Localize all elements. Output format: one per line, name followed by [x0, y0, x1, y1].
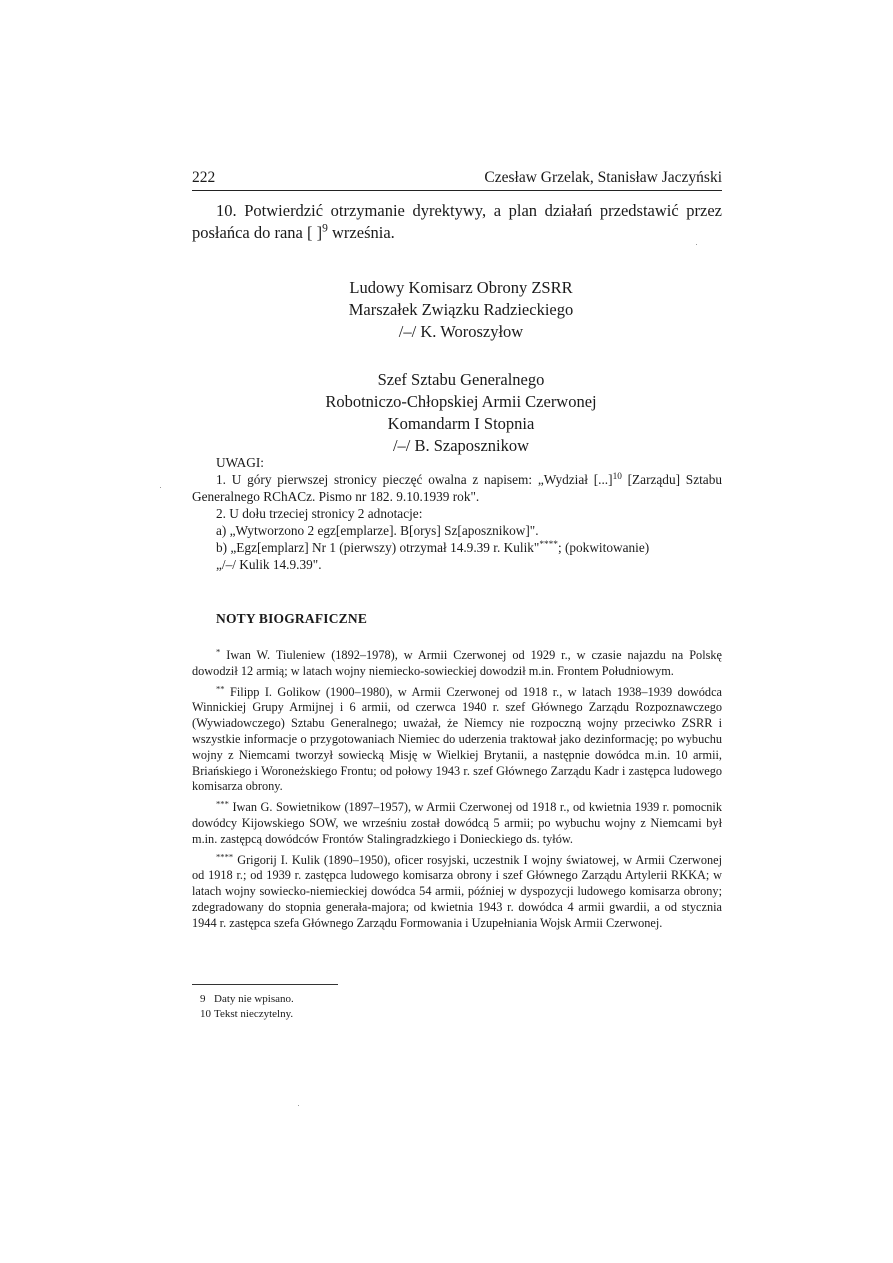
scan-speck [298, 1105, 299, 1106]
signature-line: Komandarm I Stopnia [387, 414, 535, 433]
bio-text: Iwan G. Sowietnikow (1897–1957), w Armii Czerwonej od 1918 r., od kwietnia 1939 r. pomocnik dowódcy Kijowskiego SOW, we wrześniu został dowódcą 5 armii; po wybuchu wojny z Niemcami był m.in. zastępcą dowódców Frontów Stalingradzkiego i Donieckiego ds. tyłów. [192, 800, 722, 846]
footnote-ref-9: 9 [322, 222, 328, 235]
signature-line: /–/ B. Szaposznikow [392, 436, 530, 455]
remark-text: b) „Egz[emplarz] Nr 1 (pierwszy) otrzymał 14.9.39 r. Kulik" [216, 540, 540, 555]
footnotes [200, 992, 294, 1022]
remark-text-end: [Zarządu] Sztabu Generalnego RChACz. Pismo nr 182. 9.10.1939 rok". [192, 472, 722, 504]
bio-marker: *** [216, 798, 229, 809]
remark-text-end: ; (pokwitowanie) [557, 540, 650, 555]
bio-text: Grigorij I. Kulik (1890–1950), oficer rosyjski, uczestnik I wojny światowej, w Armii Czerwonej od 1918 r.; od 1939 r. zastępca ludowego komisarza obrony i szef Głównego Zarządu Artylerii RKKA; w latach wojny sowiecko-niemieckiej dowódca 54 armii, później w dyspozycji ludowego komisarza obrony; zdegradowany do stopnia generała-majora; od kwietnia 1943 r. dowódca 4 armii gwardii, a od stycznia 1944 r. zastępca szefa Głównego Zarządu Formowania i Uzupełniania Wojsk Armii Czerwonej. [192, 852, 722, 930]
remark-text: 1. U góry pierwszej stronicy pieczęć owalna z napisem: „Wydział [...] [216, 472, 613, 487]
remark-2b [192, 539, 722, 556]
running-header [192, 168, 722, 191]
footnote [200, 992, 294, 1007]
paragraph-text-end: września. [327, 223, 395, 242]
bio-marker: ** [216, 682, 225, 693]
remark-2b-line2: „/–/ Kulik 14.9.39". [216, 557, 322, 572]
footnote-separator [192, 984, 338, 985]
signature-line: Szef Sztabu Generalnego [377, 370, 545, 389]
remark-1 [192, 471, 722, 505]
signature-block-woroszylow [192, 277, 722, 343]
footnote-number: 10 [200, 1008, 211, 1020]
footnote-text: Daty nie wpisano. [214, 993, 294, 1005]
bio-note [192, 648, 722, 680]
signature-line: /–/ K. Woroszyłow [398, 322, 524, 341]
footnote [200, 1007, 294, 1022]
bio-note [192, 800, 722, 847]
remarks-section [192, 448, 722, 573]
bio-text: Filipp I. Golikow (1900–1980), w Armii Czerwonej od 1918 r., w latach 1938–1939 dowódca Winnickiej Grupy Armijnej i 6 armii, od czerwca 1940 r. szef Głównego Zarządu Rozpoznawczego (Wywiadowczego) Sztabu Generalnego; uważał, że Niemcy nie rozpoczną wojny przeciwko ZSRR i wszystkie informacje o przygotowaniach Niemiec do uderzenia traktował jako dezinformację; po wybuchu wojny z Niemcami tworzył sowiecką Misję w Wielkiej Brytanii, a następnie dowódca m.in. 10 armii, Briańskiego i Woroneżskiego Frontu; od połowy 1943 r. szef Głównego Zarządu Kadr i zastępca ludowego komisarza obrony. [192, 684, 722, 794]
directive-paragraph-10 [192, 200, 722, 244]
paragraph-text: 10. Potwierdzić otrzymanie dyrektywy, a plan działań przedstawić przez posłańca do rana [ ] [192, 201, 722, 242]
document-body [192, 200, 722, 457]
bio-note [192, 682, 722, 796]
bio-marker: **** [216, 850, 234, 861]
bio-text: Iwan W. Tiuleniew (1892–1978), w Armii Czerwonej od 1929 r., w czasie najazdu na Polskę dowodził 12 armią; w latach wojny niemiecko-sowieckiej dowodził m.in. Frontem Południowym. [192, 648, 722, 678]
scan-speck [696, 244, 697, 245]
remark-2a: a) „Wytworzono 2 egz[emplarze]. B[orys] Sz[aposznikow]". [216, 523, 539, 538]
page-number: 222 [192, 169, 216, 186]
signature-line: Marszałek Związku Radzieckiego [348, 300, 574, 319]
bio-note [192, 850, 722, 932]
remark-2: 2. U dołu trzeciej stronicy 2 adnotacje: [216, 506, 423, 521]
bio-marker: * [216, 646, 221, 657]
signature-line: Ludowy Komisarz Obrony ZSRR [349, 278, 573, 297]
bio-section-title: NOTY BIOGRAFICZNE [216, 611, 368, 626]
signature-line: Robotniczo-Chłopskiej Armii Czerwonej [325, 392, 597, 411]
footnote-ref-10: 10 [612, 471, 622, 482]
footnote-text: Tekst nieczytelny. [214, 1008, 294, 1020]
running-header-authors: Czesław Grzelak, Stanisław Jaczyński [484, 169, 722, 186]
remarks-title: UWAGI: [216, 455, 265, 470]
bio-notes [192, 648, 722, 937]
footnote-number: 9 [200, 993, 206, 1005]
signature-block-szaposznikow [192, 369, 722, 457]
bio-ref-kulik: **** [539, 539, 558, 550]
scan-speck [160, 487, 161, 488]
